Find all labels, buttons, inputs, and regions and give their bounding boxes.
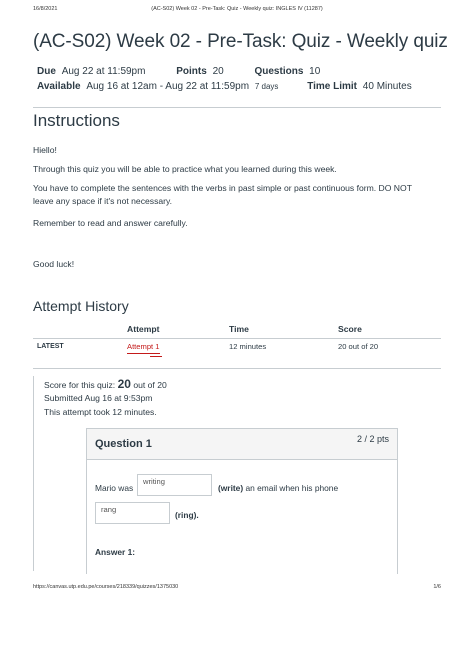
attempt-time: 12 minutes: [229, 342, 267, 351]
print-title: (AC-S02) Week 02 - Pre-Task: Quiz - Weekly quiz: INGLES IV (11287): [151, 6, 323, 12]
verb-hint-1: (write): [218, 483, 244, 493]
answer-label: Answer 1:: [95, 547, 136, 557]
table-row-divider: [33, 368, 441, 369]
column-header-score: Score: [338, 324, 362, 334]
answer-input-1[interactable]: writing: [137, 474, 212, 496]
score-value: 20: [117, 377, 131, 391]
attempt-link-underline-2: [150, 356, 162, 357]
verb-hint-2-label: (ring).: [175, 510, 199, 520]
score-prefix: Score for this quiz:: [44, 380, 116, 390]
attempt-link[interactable]: [127, 342, 160, 351]
column-header-time: Time: [229, 324, 249, 334]
instructions-greeting: Hiello!: [33, 145, 57, 155]
question-text: Mario was: [95, 483, 134, 493]
latest-badge: LATEST: [37, 343, 64, 350]
question-points: 2 / 2 pts: [356, 434, 389, 444]
instructions-paragraph: Through this quiz you will be able to practice what you learned during this week.: [33, 164, 337, 174]
questions-value: 10: [309, 66, 321, 77]
attempt-score: 20 out of 20: [338, 342, 379, 351]
attempt-link-label[interactable]: Attempt 1: [127, 342, 160, 351]
question-text-mid: an email when his phone: [245, 483, 339, 493]
answer-input-2[interactable]: rang: [95, 502, 170, 524]
quiz-meta-row-1: [37, 66, 320, 77]
question-header: [87, 429, 397, 460]
available-label: Available: [37, 81, 81, 92]
print-page-number: 1/6: [433, 584, 441, 590]
instructions-paragraph: You have to complete the sentences with the verbs in past simple or past continuous form. DO NOT leave any space if it's not necessary.: [33, 183, 412, 206]
print-url: https://canvas.utp.edu.pe/courses/218339/quizzes/1375030: [33, 584, 179, 590]
print-footer: [33, 584, 441, 590]
available-value: Aug 16 at 12am - Aug 22 at 11:59pm: [86, 81, 250, 92]
verb-hint-2: [175, 510, 199, 520]
results-left-border: [33, 376, 34, 571]
time-limit-label: Time Limit: [307, 81, 358, 92]
divider: [33, 107, 441, 108]
time-limit-value: 40 Minutes: [362, 81, 412, 92]
question-text: [218, 483, 338, 493]
due-label: Due: [37, 66, 56, 77]
instructions-heading: Instructions: [33, 111, 120, 130]
instructions-paragraph: Remember to read and answer carefully.: [33, 218, 188, 228]
table-header-divider: [33, 338, 441, 339]
due-value: Aug 22 at 11:59pm: [61, 66, 146, 77]
column-header-attempt: Attempt: [127, 324, 160, 334]
attempt-duration: This attempt took 12 minutes.: [44, 407, 157, 417]
quiz-meta-row-2: [37, 81, 412, 92]
print-date: 16/8/2021: [33, 6, 58, 12]
points-label: Points: [176, 66, 207, 77]
instructions-closing: Good luck!: [33, 259, 75, 269]
attempt-link-underline: [127, 353, 160, 354]
points-value: 20: [212, 66, 224, 77]
print-header: [33, 6, 441, 16]
page-title: (AC-S02) Week 02 - Pre-Task: Quiz - Weekly quiz: [33, 31, 448, 52]
available-days: 7 days: [254, 82, 279, 91]
submitted-date: Submitted Aug 16 at 9:53pm: [44, 393, 153, 403]
attempt-history-heading: Attempt History: [33, 298, 129, 314]
questions-label: Questions: [254, 66, 304, 77]
score-suffix: out of 20: [133, 380, 167, 390]
question-title: Question 1: [95, 438, 152, 450]
question-card: [86, 428, 398, 574]
quiz-score: [44, 377, 167, 391]
